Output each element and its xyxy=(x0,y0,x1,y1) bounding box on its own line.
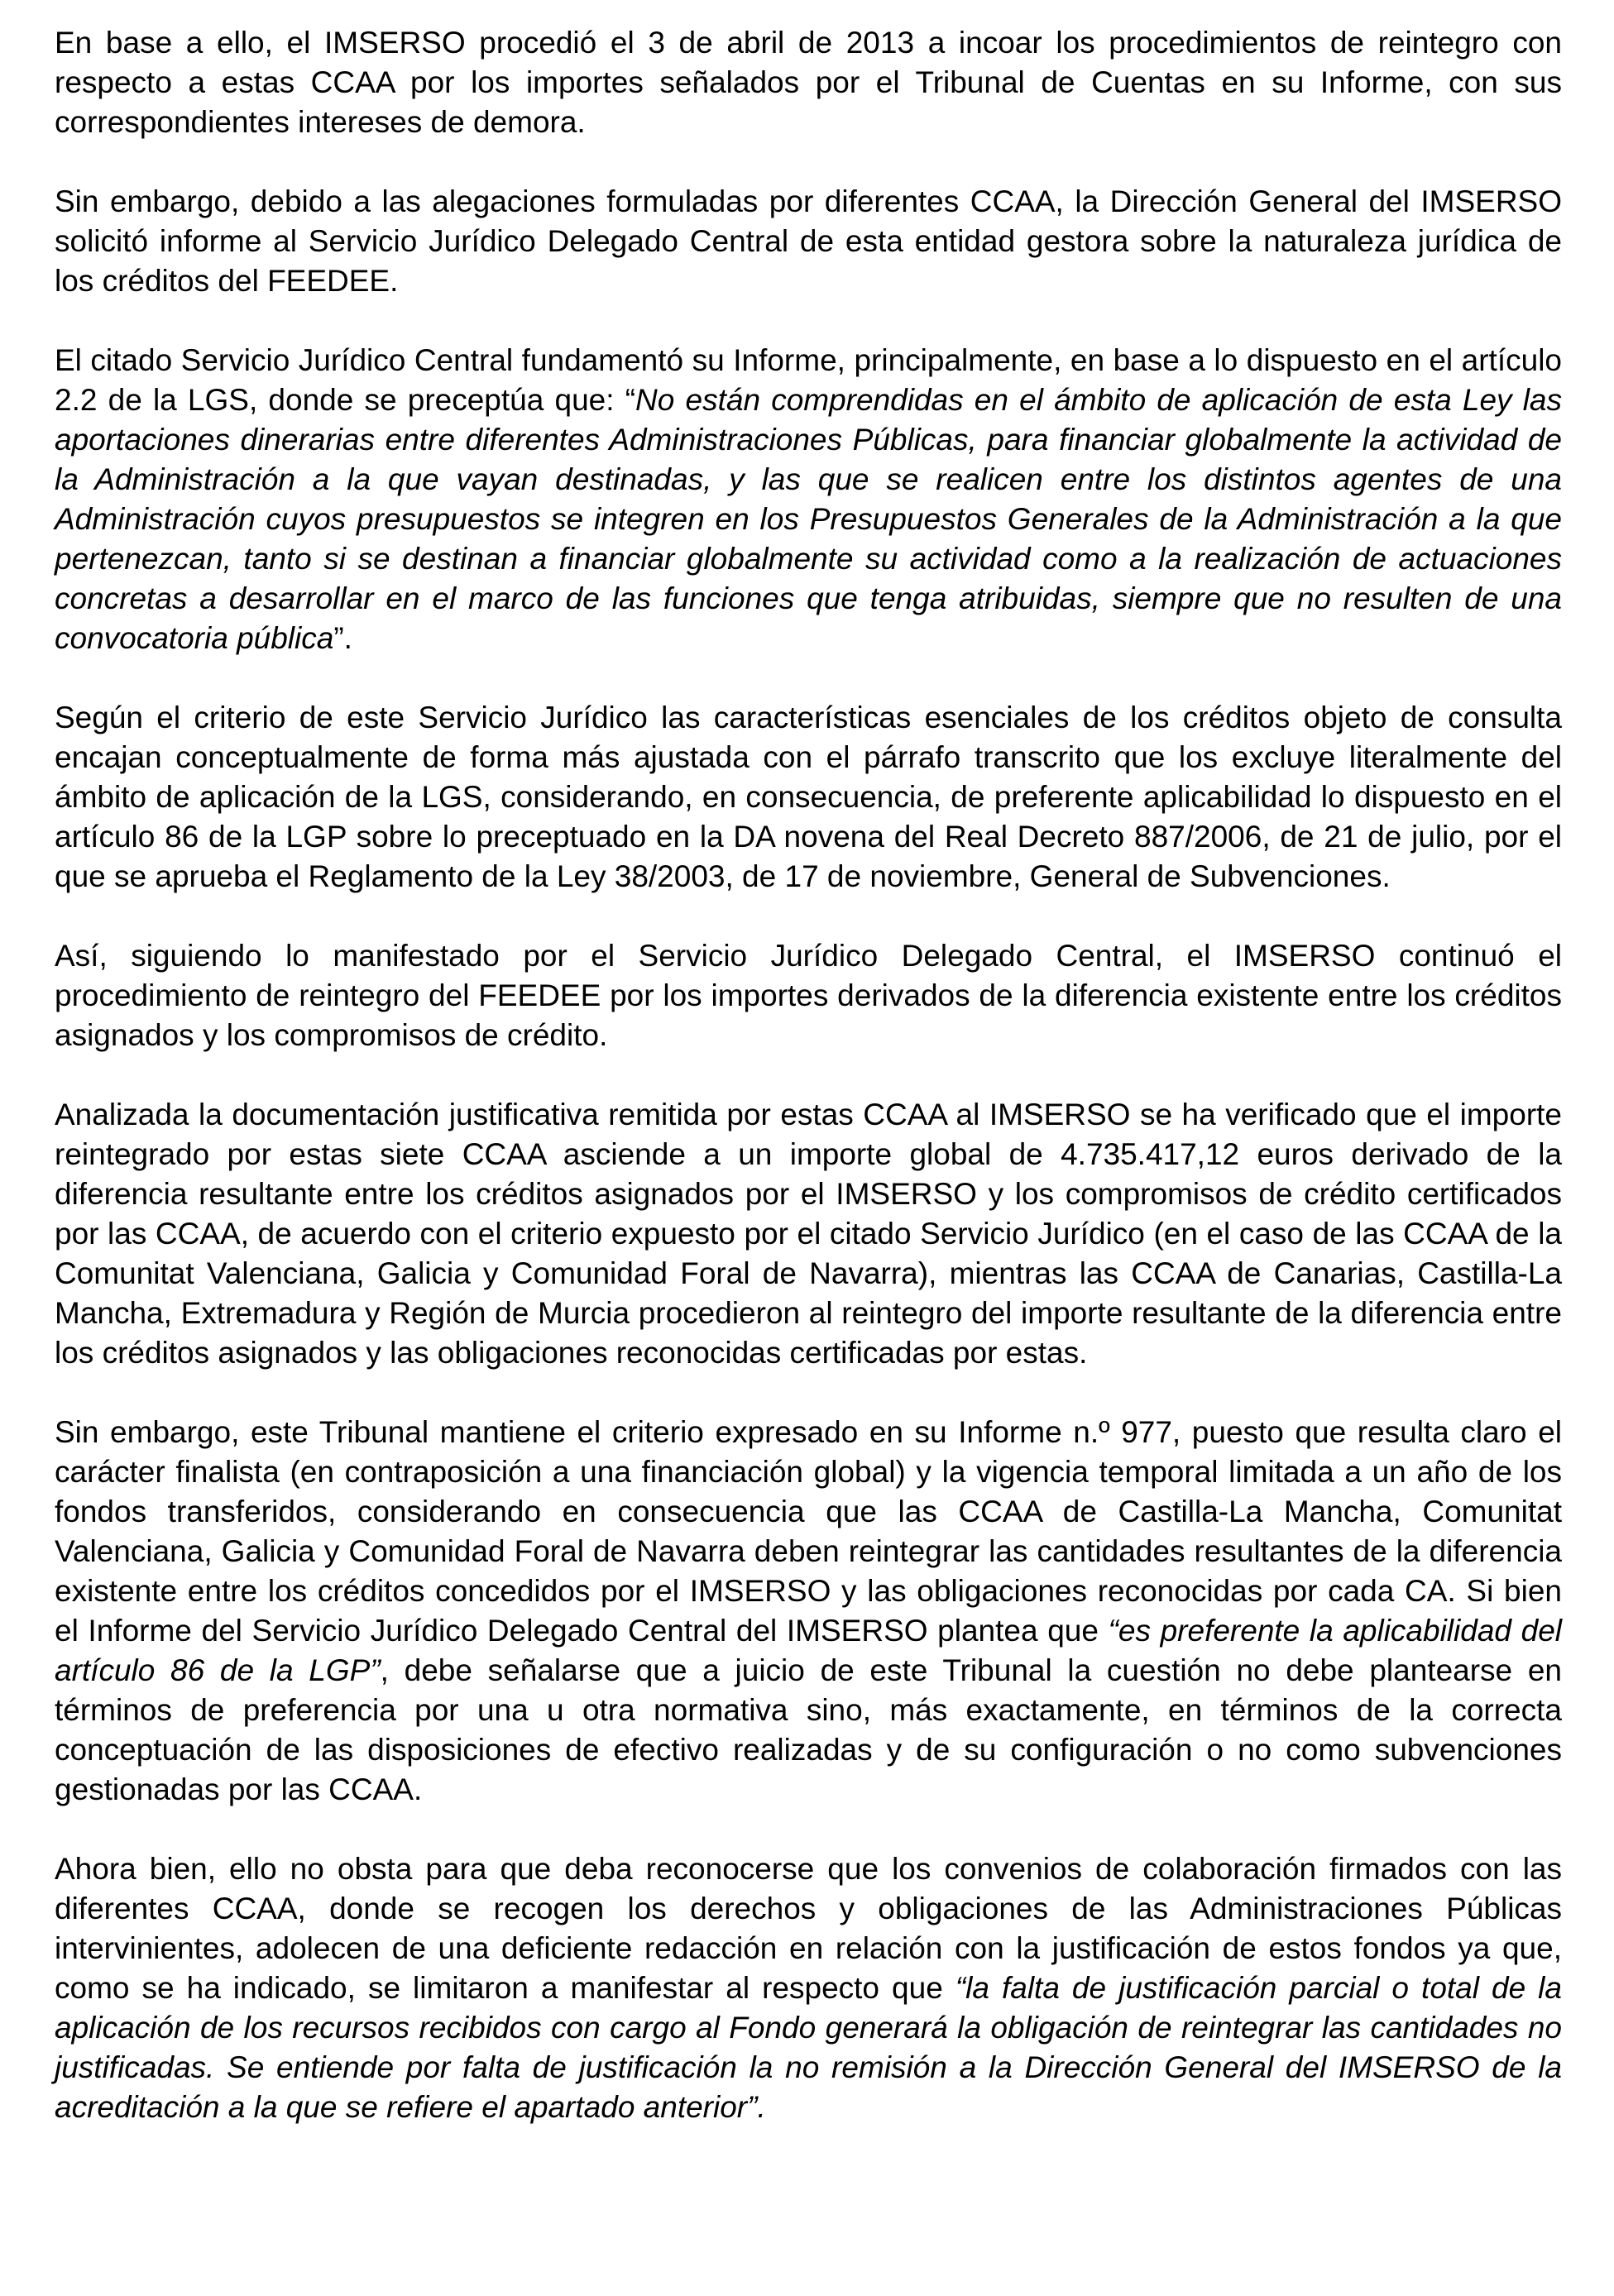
paragraph-text: Ahora bien, ello no obsta para que deba reconocerse que los convenios de colaboración firmados con las diferentes CCAA, donde se recogen los derechos y obligaciones de las Administraciones Públicas intervinientes, adolecen de una deficiente redacción en relación con la justificación de estos fondos ya que, como se ha indicado, se limitaron a manifestar al respecto que xyxy=(55,1852,1562,2005)
paragraph-text: Sin embargo, debido a las alegaciones formuladas por diferentes CCAA, la Dirección General del IMSERSO solicitó informe al Servicio Jurídico Delegado Central de esta entidad gestora sobre la naturaleza jurídica de los créditos del FEEDEE. xyxy=(55,184,1562,298)
legal-quote: No están comprendidas en el ámbito de aplicación de esta Ley las aportaciones dinerarias entre diferentes Administraciones Públicas, para financiar globalmente la actividad de la Administración a la que vayan destinadas, y las que se realicen entre los distintos agentes de una Administración cuyos presupuestos se integren en los Presupuestos Generales de la Administración a la que pertenezcan, tanto si se destinan a financiar globalmente su actividad como a la realización de actuaciones concretas a desarrollar en el marco de las funciones que tenga atribuidas, siempre que no resulten de una convocatoria pública xyxy=(55,383,1562,655)
paragraph-6 xyxy=(55,1095,1562,1373)
paragraph-text: Así, siguiendo lo manifestado por el Servicio Jurídico Delegado Central, el IMSERSO continuó el procedimiento de reintegro del FEEDEE por los importes derivados de la diferencia existente entre los créditos asignados y los compromisos de crédito. xyxy=(55,939,1562,1052)
paragraph-8 xyxy=(55,1849,1562,2127)
paragraph-text: , debe señalarse que a juicio de este Tribunal la cuestión no debe plantearse en términos de preferencia por una u otra normativa sino, más exactamente, en términos de la correcta conceptuación de las disposiciones de efectivo realizadas y de su configuración o no como subvenciones gestionadas por las CCAA. xyxy=(55,1653,1562,1806)
paragraph-text: ”. xyxy=(333,621,352,655)
paragraph-text: Analizada la documentación justificativa remitida por estas CCAA al IMSERSO se ha verificado que el importe reintegrado por estas siete CCAA asciende a un importe global de 4.735.417,12 euros derivado de la diferencia resultante entre los créditos asignados por el IMSERSO y los compromisos de crédito certificados por las CCAA, de acuerdo con el criterio expuesto por el citado Servicio Jurídico (en el caso de las CCAA de la Comunitat Valenciana, Galicia y Comunidad Foral de Navarra), mientras las CCAA de Canarias, Castilla-La Mancha, Extremadura y Región de Murcia procedieron al reintegro del importe resultante de la diferencia entre los créditos asignados y las obligaciones reconocidas certificadas por estas. xyxy=(55,1098,1562,1370)
paragraph-1 xyxy=(55,23,1562,142)
legal-quote: “la falta de justificación parcial o total de la aplicación de los recursos recibidos con cargo al Fondo generará la obligación de reintegrar las cantidades no justificadas. Se entiende por falta de justificación la no remisión a la Dirección General del IMSERSO de la acreditación a la que se refiere el apartado anterior”. xyxy=(55,1971,1562,2124)
paragraph-4 xyxy=(55,698,1562,897)
paragraph-text: En base a ello, el IMSERSO procedió el 3 de abril de 2013 a incoar los procedimientos de reintegro con respecto a estas CCAA por los importes señalados por el Tribunal de Cuentas en su Informe, con sus correspondientes intereses de demora. xyxy=(55,26,1562,139)
paragraph-text: Sin embargo, este Tribunal mantiene el criterio expresado en su Informe n.º 977, puesto que resulta claro el carácter finalista (en contraposición a una financiación global) y la vigencia temporal limitada a un año de los fondos transferidos, considerando en consecuencia que las CCAA de Castilla-La Mancha, Comunitat Valenciana, Galicia y Comunidad Foral de Navarra deben reintegrar las cantidades resultantes de la diferencia existente entre los créditos concedidos por el IMSERSO y las obligaciones reconocidas por cada CA. Si bien el Informe del Servicio Jurídico Delegado Central del IMSERSO plantea que xyxy=(55,1415,1562,1648)
paragraph-5 xyxy=(55,936,1562,1055)
legal-quote: “es preferente la aplicabilidad del artículo 86 de la LGP” xyxy=(55,1614,1562,1687)
document-page xyxy=(55,23,1562,2127)
paragraph-7 xyxy=(55,1413,1562,1810)
paragraph-3 xyxy=(55,341,1562,658)
paragraph-2 xyxy=(55,182,1562,301)
paragraph-text: Según el criterio de este Servicio Jurídico las características esenciales de los créditos objeto de consulta encajan conceptualmente de forma más ajustada con el párrafo transcrito que los excluye literalmente del ámbito de aplicación de la LGS, considerando, en consecuencia, de preferente aplicabilidad lo dispuesto en el artículo 86 de la LGP sobre lo preceptuado en la DA novena del Real Decreto 887/2006, de 21 de julio, por el que se aprueba el Reglamento de la Ley 38/2003, de 17 de noviembre, General de Subvenciones. xyxy=(55,701,1562,893)
paragraph-text: El citado Servicio Jurídico Central fundamentó su Informe, principalmente, en base a lo dispuesto en el artículo 2.2 de la LGS, donde se preceptúa que: “ xyxy=(55,343,1562,417)
